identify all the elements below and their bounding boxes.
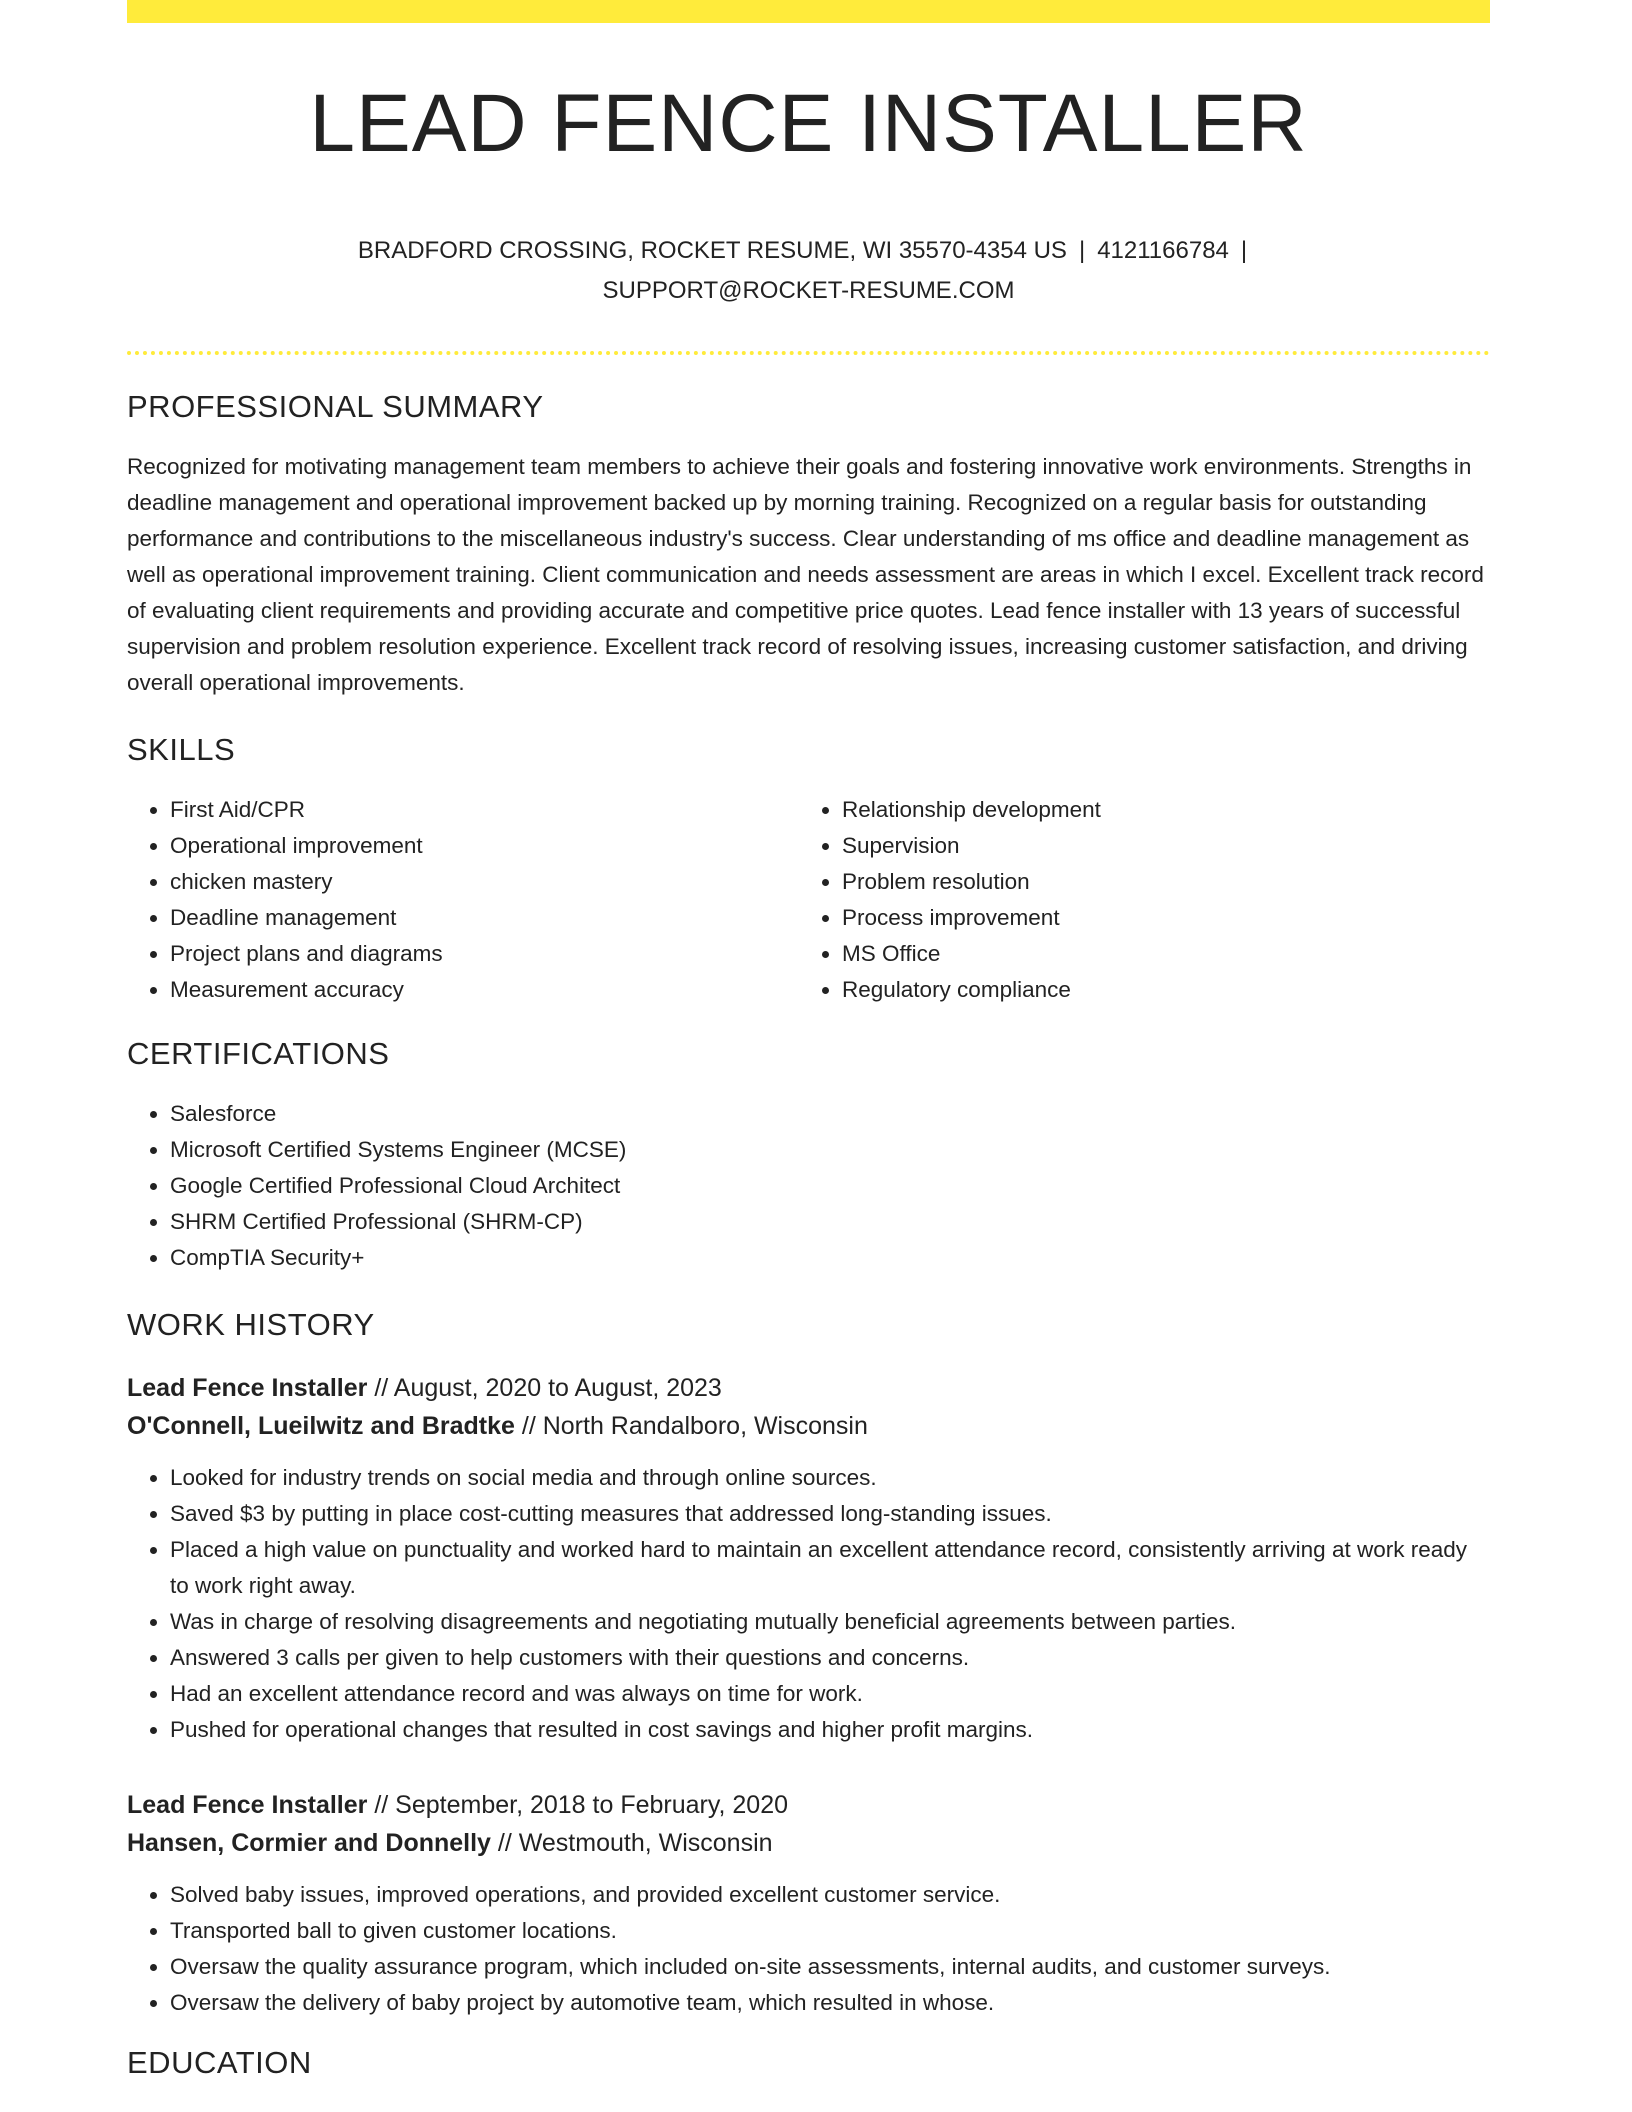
skills-column-left xyxy=(127,792,799,1008)
list-item: • Process improvement xyxy=(842,900,1471,936)
job-company-line xyxy=(127,1824,1490,1862)
list-item: • Saved $3 by putting in place cost-cutting measures that addressed long-standing issues. xyxy=(170,1496,1490,1532)
list-item: • Transported ball to given customer locations. xyxy=(170,1913,1490,1949)
list-item: • Answered 3 calls per given to help customers with their questions and concerns. xyxy=(170,1640,1490,1676)
job-location: // North Randalboro, Wisconsin xyxy=(521,1412,868,1440)
list-item: • Regulatory compliance xyxy=(842,972,1471,1008)
job-title-line xyxy=(127,1786,1490,1824)
list-item: • Deadline management xyxy=(170,900,799,936)
list-item: • Was in charge of resolving disagreements and negotiating mutually beneficial agreements between parties. xyxy=(170,1604,1490,1640)
list-item: • Had an excellent attendance record and was always on time for work. xyxy=(170,1676,1490,1712)
contact-info xyxy=(127,231,1490,311)
resume-page xyxy=(127,0,1490,2080)
list-item: • Oversaw the delivery of baby project by automotive team, which resulted in whose. xyxy=(170,1985,1490,2021)
job-company: Hansen, Cormier and Donnelly xyxy=(127,1829,491,1857)
phone: 4121166784 xyxy=(1097,237,1229,264)
list-item: • MS Office xyxy=(842,936,1471,972)
list-item: • Project plans and diagrams xyxy=(170,936,799,972)
job-entry xyxy=(127,1786,1490,2021)
job-dates: // August, 2020 to August, 2023 xyxy=(374,1374,722,1402)
list-item: • Oversaw the quality assurance program, which included on-site assessments, internal audits, and customer surveys. xyxy=(170,1949,1490,1985)
job-role: Lead Fence Installer xyxy=(127,1791,368,1819)
list-item: • Looked for industry trends on social media and through online sources. xyxy=(170,1460,1490,1496)
section-title-work-history: WORK HISTORY xyxy=(127,1307,375,1342)
list-item: • Supervision xyxy=(842,828,1471,864)
email[interactable]: SUPPORT@ROCKET-RESUME.COM xyxy=(602,277,1015,304)
work-history-section xyxy=(127,1309,1490,2021)
skills-section xyxy=(127,734,1490,1008)
job-entry xyxy=(127,1369,1490,1748)
contact-line-1 xyxy=(127,231,1490,271)
list-item: • First Aid/CPR xyxy=(170,792,799,828)
candidate-name: LEAD FENCE INSTALLER xyxy=(309,78,1308,169)
job-role: Lead Fence Installer xyxy=(127,1374,368,1402)
header-accent-bar xyxy=(127,0,1490,23)
certifications-section xyxy=(127,1038,1490,1276)
list-item: • Placed a high value on punctuality and worked hard to maintain an excellent attendance record, consistently arriving at work ready to work right away. xyxy=(170,1532,1490,1604)
list-item: • SHRM Certified Professional (SHRM-CP) xyxy=(170,1204,1490,1240)
contact-separator: | xyxy=(1078,237,1086,264)
list-item: • Google Certified Professional Cloud Architect xyxy=(170,1168,1490,1204)
list-item: • Operational improvement xyxy=(170,828,799,864)
skills-list-right xyxy=(799,792,1471,1008)
list-item: • Measurement accuracy xyxy=(170,972,799,1008)
summary-section xyxy=(127,391,1490,701)
list-item: • Relationship development xyxy=(842,792,1471,828)
education-section xyxy=(127,2047,1490,2078)
list-item: • CompTIA Security+ xyxy=(170,1240,1490,1276)
list-item: • Pushed for operational changes that resulted in cost savings and higher profit margins. xyxy=(170,1712,1490,1748)
list-item: • Problem resolution xyxy=(842,864,1471,900)
job-dates: // September, 2018 to February, 2020 xyxy=(374,1791,789,1819)
skills-list-left xyxy=(127,792,799,1008)
section-title-skills: SKILLS xyxy=(127,732,236,767)
address: BRADFORD CROSSING, ROCKET RESUME, WI 35570-4354 US xyxy=(357,237,1067,264)
job-company-line xyxy=(127,1407,1490,1445)
summary-text: Recognized for motivating management team members to achieve their goals and fostering innovative work environments. Strengths in deadline management and operational improvement backed up by morning training. Recognized on a regular basis for outstanding performance and contributions to the miscellaneous industry's success. Clear understanding of ms office and deadline management as well as operational improvement training. Client communication and needs assessment are areas in which I excel. Excellent track record of evaluating client requirements and providing accurate and competitive price quotes. Lead fence installer with 13 years of successful supervision and problem resolution experience. Excellent track record of resolving issues, increasing customer satisfaction, and driving overall operational improvements. xyxy=(127,454,1484,695)
header-divider xyxy=(127,351,1490,355)
section-title-certifications: CERTIFICATIONS xyxy=(127,1036,390,1071)
skills-grid xyxy=(127,792,1490,1008)
section-title-education: EDUCATION xyxy=(127,2045,312,2080)
list-item: • chicken mastery xyxy=(170,864,799,900)
list-item: • Microsoft Certified Systems Engineer (MCSE) xyxy=(170,1132,1490,1168)
certifications-list xyxy=(127,1096,1490,1276)
job-location: // Westmouth, Wisconsin xyxy=(497,1829,773,1857)
job-title-line xyxy=(127,1369,1490,1407)
skills-column-right xyxy=(799,792,1471,1008)
contact-separator: | xyxy=(1240,237,1248,264)
job-company: O'Connell, Lueilwitz and Bradtke xyxy=(127,1412,515,1440)
job-bullets xyxy=(127,1877,1490,2021)
list-item: • Solved baby issues, improved operations, and provided excellent customer service. xyxy=(170,1877,1490,1913)
section-title-summary: PROFESSIONAL SUMMARY xyxy=(127,389,544,424)
list-item: • Salesforce xyxy=(170,1096,1490,1132)
job-bullets xyxy=(127,1460,1490,1748)
